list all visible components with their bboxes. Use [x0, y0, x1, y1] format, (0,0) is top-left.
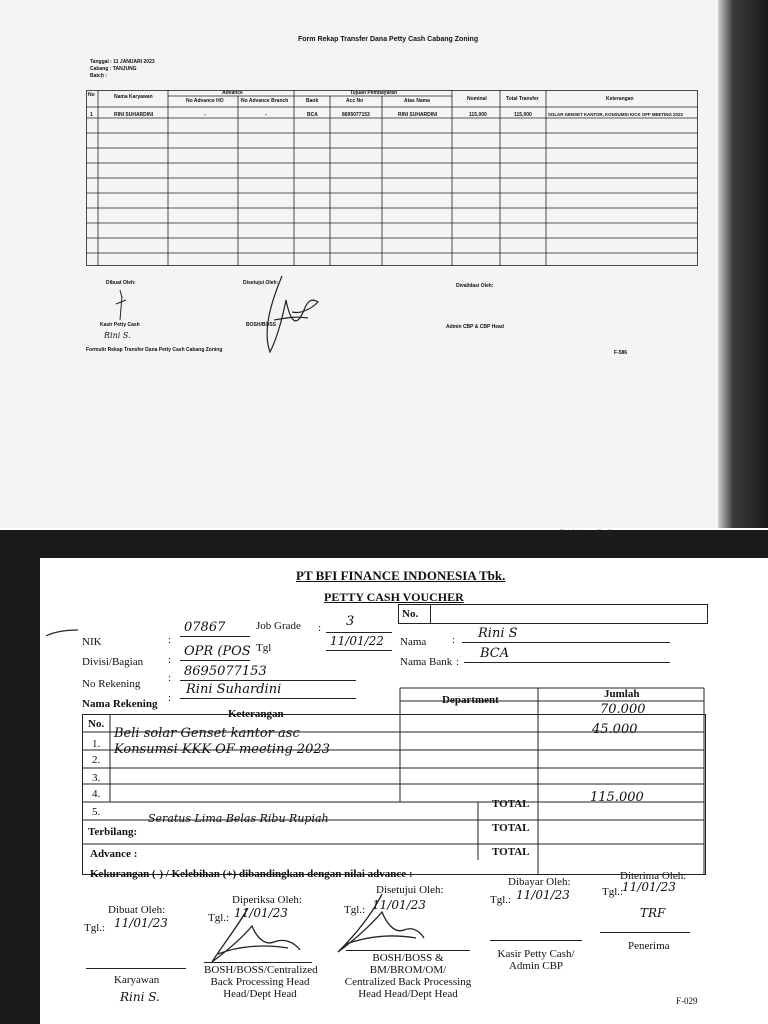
recap-row-branch: - [265, 112, 267, 118]
grand-total-value: 115.000 [590, 790, 644, 805]
terbilang-label: Terbilang: [88, 826, 138, 838]
nama-bank-label: Nama Bank [400, 656, 453, 668]
advance-label: Advance : [90, 848, 138, 860]
sig-disetujui-tgl-label: Tgl.: [344, 904, 366, 916]
role-diperiksa: BOSH/BOSS/Centralized Back Processing Head Head/Dept Head [204, 964, 318, 1000]
tgl-value: 11/01/22 [330, 634, 384, 648]
voucher-no-label: No. [402, 608, 419, 620]
item-jumlah-2: 45.000 [592, 722, 638, 737]
role-disetujui: BOSH/BOSS & BM/BROM/OM/ Centralized Back Processing Head Head/Dept Head [344, 952, 472, 1000]
recap-title: Form Rekap Transfer Dana Petty Cash Cabang Zoning [298, 36, 479, 43]
voucher-title: PETTY CASH VOUCHER [324, 590, 464, 604]
sig-diperiksa-tgl-label: Tgl.: [208, 912, 230, 924]
recap-row-no: 1 [90, 112, 93, 118]
nik-label: NIK [82, 636, 102, 648]
no-rekening-value: 8695077153 [184, 664, 267, 679]
role-penerima: Penerima [628, 940, 670, 952]
no-rekening-label: No Rekening [82, 678, 141, 690]
nama-line [462, 642, 670, 643]
th-bank: Bank [306, 98, 319, 104]
sig-diperiksa-label: Diperiksa Oleh: [232, 894, 302, 906]
nama-bank-colon: : [456, 656, 460, 668]
role-kasir: Kasir Petty Cash/ Admin CBP [497, 948, 575, 972]
kekurangan-label: Kekurangan (-) / Kelebihan (+) dibandingkan dengan nilai advance : [90, 868, 413, 880]
sig-dibuat-tgl-label: Tgl.: [84, 922, 106, 934]
diperiksa-signature [208, 906, 304, 966]
job-grade-colon: : [318, 622, 322, 634]
total-label-3: TOTAL [492, 846, 530, 858]
item-no-1: 1. [92, 738, 101, 750]
no-rekening-line [180, 680, 356, 681]
nama-bank-line [464, 662, 670, 663]
recap-bosh-label: BOSH/BOSS [246, 322, 277, 328]
item-no-4: 4. [92, 788, 101, 800]
divisi-label: Divisi/Bagian [82, 656, 144, 668]
th-no-advance-ho: No Advance HO [186, 98, 224, 104]
recap-batch: Batch : [90, 73, 107, 79]
nama-bank-value: BCA [480, 646, 510, 661]
sig-dibayar-label: Dibayar Oleh: [508, 876, 571, 888]
th-total-transfer: Total Transfer [506, 96, 539, 102]
sig-line-kasir [490, 940, 582, 941]
item-jumlah-1: 70.000 [600, 702, 646, 717]
nama-colon: : [452, 634, 456, 646]
recap-row-total: 115,000 [514, 112, 532, 118]
sig-dibayar-tgl-label: Tgl.: [490, 894, 512, 906]
th-advance: Advance [222, 90, 243, 96]
nama-rekening-colon: : [168, 692, 172, 704]
voucher-code: F-029 [676, 996, 698, 1006]
recap-row-acc: 8695077153 [342, 112, 370, 118]
th-tujuan: Tujuan Pembayaran [350, 90, 398, 96]
recap-divalidasi-oleh: Divalidasi Oleh: [456, 283, 494, 289]
no-header: No. [88, 718, 105, 730]
th-atas-nama: Atas Nama [404, 98, 430, 104]
role-karyawan: Karyawan [114, 974, 160, 986]
sig-diterima-tgl-label: Tgl.: [602, 886, 624, 898]
jumlah-header: Jumlah [604, 688, 640, 700]
recap-row-ho: - [204, 112, 206, 118]
recap-footer: Formulir Rekap Transfer Dana Petty Cash Cabang Zoning [86, 347, 223, 353]
recap-kasir-label: Kasir Petty Cash [100, 322, 140, 328]
tgl-line [326, 650, 392, 651]
terbilang-value: Seratus Lima Belas Ribu Rupiah [148, 812, 329, 825]
voucher-no-divider [430, 604, 431, 624]
sig-line-karyawan [86, 968, 186, 969]
nik-value: 07867 [184, 620, 226, 635]
total-label-1: TOTAL [492, 798, 530, 810]
job-grade-label: Job Grade [256, 620, 301, 632]
nik-line [180, 636, 250, 637]
nama-rekening-label: Nama Rekening [82, 698, 158, 710]
recap-dibuat-oleh: Dibuat Oleh: [106, 280, 136, 286]
no-rekening-colon: : [168, 672, 172, 684]
th-no-advance-branch: No Advance Branch [241, 98, 289, 104]
recap-row-nama: RINI SUHARDINI [114, 112, 154, 118]
item-no-5: 5. [92, 806, 101, 818]
department-header: Department [442, 694, 499, 706]
recap-bosh-signature [252, 270, 322, 360]
scan-edge [718, 0, 768, 528]
recap-date: Tanggal : 11 JANUARI 2023 [90, 59, 155, 65]
nik-colon: : [168, 634, 172, 646]
recap-row-keterangan: SOLAR GENSET KANTOR, KONSUMSI KICK OFF MEETING 2023 [548, 112, 683, 117]
job-grade-line [326, 632, 392, 633]
th-nominal: Nominal [467, 96, 487, 102]
sig-dibuat-label: Dibuat Oleh: [108, 904, 166, 916]
divisi-colon: : [168, 654, 172, 666]
th-acc-no: Acc No [346, 98, 364, 104]
recap-signature-initial: Rini S. [104, 331, 131, 340]
job-grade-value: 3 [346, 614, 355, 629]
check-mark [44, 628, 80, 640]
nama-value: Rini S [478, 626, 518, 641]
th-nama-karyawan: Nama Karyawan [114, 94, 153, 100]
sig-line-penerima [600, 932, 690, 933]
nama-rekening-value: Rini Suhardini [186, 682, 282, 697]
divisi-value: OPR (POS [184, 644, 251, 659]
recap-row-atas-nama: RINI SUHARDINI [398, 112, 438, 118]
total-label-2: TOTAL [492, 822, 530, 834]
recap-disetujui-oleh: Disetujui Oleh: [243, 280, 279, 286]
nama-label: Nama [400, 636, 427, 648]
sig-dibuat-tgl-value: 11/01/23 [114, 916, 168, 930]
disetujui-signature [332, 892, 428, 956]
recap-row-bank: BCA [307, 112, 318, 118]
divisi-line [180, 660, 250, 661]
recap-code: F-586 [614, 350, 628, 356]
karyawan-signature: Rini S. [120, 990, 160, 1004]
sig-diperiksa-tgl-value: 11/01/23 [234, 906, 288, 920]
item-ket-2: Konsumsi KKK OF meeting 2023 [114, 742, 330, 757]
voucher-company: PT BFI FINANCE INDONESIA Tbk. [296, 568, 506, 583]
sig-diterima-label: Diterima Oleh: [620, 870, 687, 882]
sig-disetujui-label: Disetujui Oleh: [376, 884, 444, 896]
sig-diterima-tgl-value: 11/01/23 [622, 880, 676, 894]
item-ket-1: Beli solar Genset kantor asc [114, 726, 300, 741]
recap-row-nominal: 115,000 [469, 112, 487, 118]
voucher-no-box [398, 604, 708, 624]
sig-dibayar-tgl-value: 11/01/23 [516, 888, 570, 902]
item-no-3: 3. [92, 772, 101, 784]
keterangan-header: Keterangan [228, 708, 284, 720]
item-no-2: 2. [92, 754, 101, 766]
sig-disetujui-tgl-value: 11/01/23 [372, 898, 426, 912]
th-no: No [88, 92, 95, 98]
th-keterangan: Keterangan [606, 96, 634, 102]
tgl-label: Tgl [256, 642, 272, 654]
recap-admin-label: Admin CBP & CBP Head [446, 324, 504, 330]
received-initial: TRF [640, 906, 666, 920]
recap-branch: Cabang : TANJUNG [90, 66, 137, 72]
